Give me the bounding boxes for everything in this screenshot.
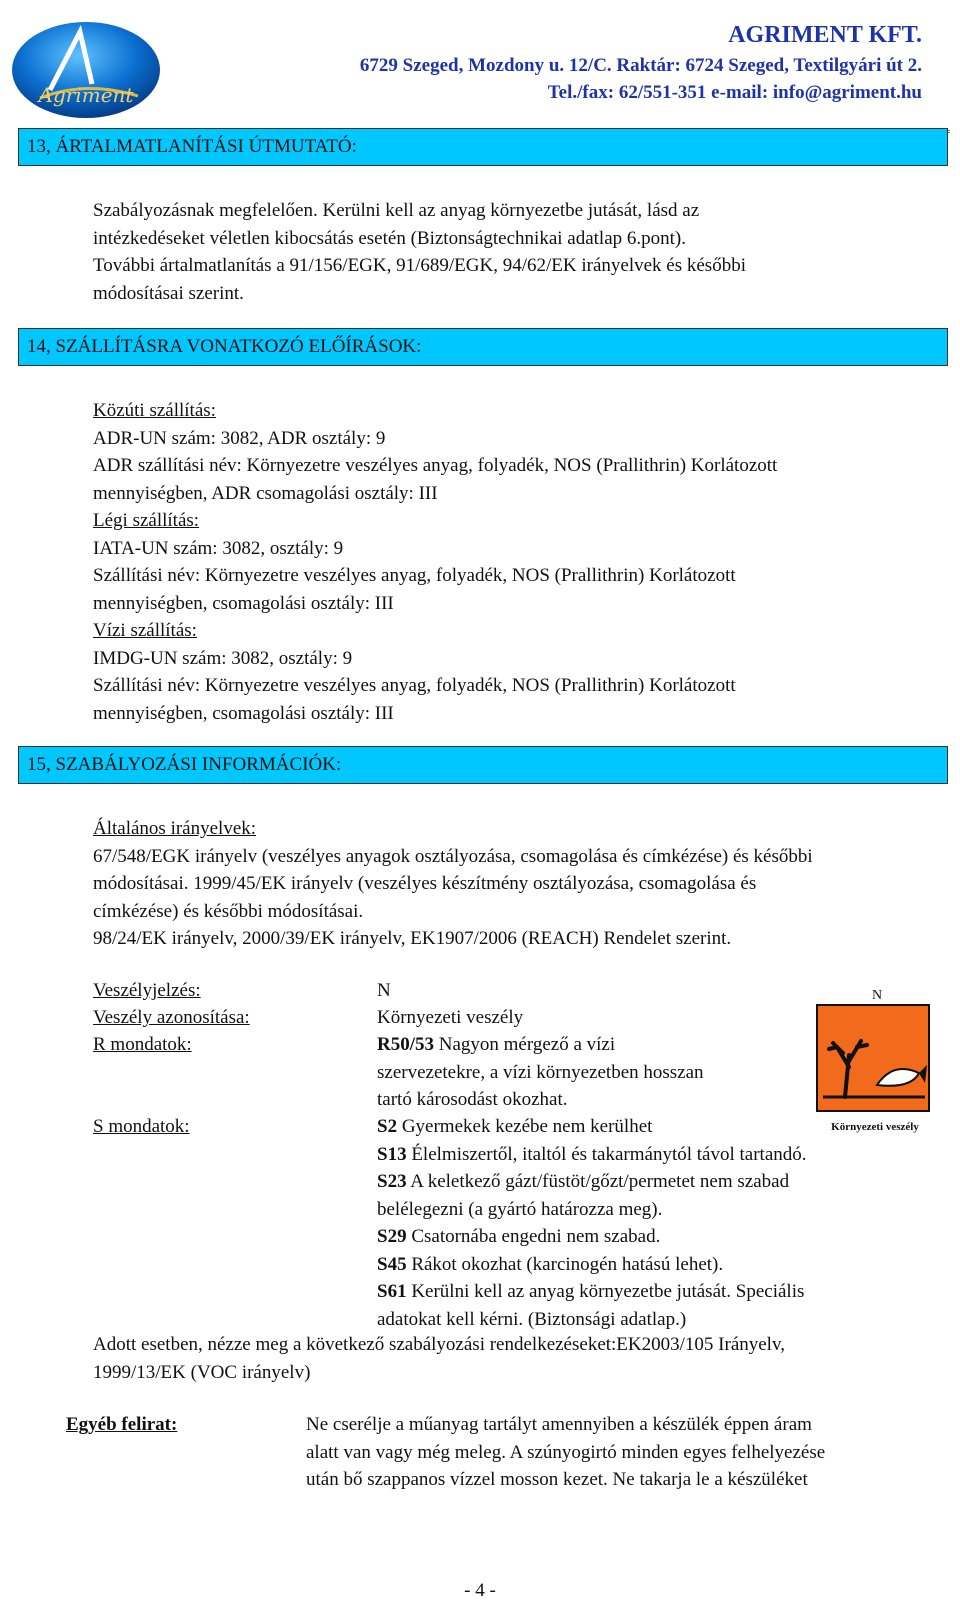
r-phrase-text: Nagyon mérgező a vízi [434, 1034, 616, 1055]
hazard-id-value: Környezeti veszély [377, 1007, 524, 1028]
hazard-symbol-label: Veszélyjelzés: [93, 980, 201, 1001]
road-transport-line: ADR szállítási név: Környezetre veszélyes anyag, folyadék, NOS (Prallithrin) Korlátozott [93, 455, 778, 476]
air-transport-heading: Légi szállítás: [93, 510, 200, 531]
air-transport-line: mennyiségben, csomagolási osztály: III [93, 592, 394, 614]
s-phrases [377, 1113, 807, 1333]
general-directives-line: módosításai. 1999/45/EK irányelv (veszélyes készítmény osztályozása, csomagolása és [93, 873, 757, 894]
pictogram-caption: Környezeti veszély [831, 1121, 919, 1133]
company-contact: Tel./fax: 62/551-351 e-mail: info@agriment.hu [547, 82, 922, 103]
general-directives [93, 815, 933, 953]
air-transport-line: IATA-UN szám: 3082, osztály: 9 [93, 537, 344, 559]
s-phrase-code: S23 [377, 1171, 407, 1192]
hazard-id-label: Veszély azonosítása: [93, 1007, 250, 1028]
s-phrases-label: S mondatok: [93, 1116, 190, 1137]
s-phrase [377, 1113, 807, 1141]
s-phrase-text: Kerülni kell az anyag környezetbe jutását. Speciális [406, 1281, 805, 1302]
s-phrase-text: A keletkező gázt/füstöt/gőzt/permetet nem szabad [406, 1171, 790, 1192]
water-transport-line: IMDG-UN szám: 3082, osztály: 9 [93, 647, 353, 669]
s-phrase [377, 1168, 807, 1196]
water-transport-line: Szállítási név: Környezetre veszélyes anyag, folyadék, NOS (Prallithrin) Korlátozott [93, 675, 736, 696]
r-phrase-text: tartó károsodást okozhat. [377, 1089, 568, 1110]
water-transport-heading: Vízi szállítás: [93, 620, 197, 641]
section-13-line: Szabályozásnak megfelelően. Kerülni kell az anyag környezetbe jutását, lásd az [93, 200, 700, 221]
company-name: AGRIMENT KFT. [728, 22, 922, 48]
road-transport-heading: Közúti szállítás: [93, 400, 216, 421]
road-transport-line: ADR-UN szám: 3082, ADR osztály: 9 [93, 427, 386, 449]
s-phrase-code: S2 [377, 1116, 398, 1137]
other-text-line: alatt van vagy még meleg. A szúnyogirtó minden egyes felhelyezése [306, 1441, 826, 1463]
s-phrase [377, 1306, 807, 1334]
s-phrase [377, 1141, 807, 1169]
section-15-title: 15, SZABÁLYOZÁSI INFORMÁCIÓK: [18, 746, 948, 784]
water-transport-line: mennyiségben, csomagolási osztály: III [93, 702, 394, 724]
s-phrase-text: Rákot okozhat (karcinogén hatású lehet). [406, 1253, 724, 1275]
section-13-title: 13, ÁRTALMATLANÍTÁSI ÚTMUTATÓ: [18, 128, 948, 166]
other-text [306, 1411, 934, 1494]
regulatory-note-line: Adott esetben, nézze meg a következő szabályozási rendelkezéseket:EK2003/105 Irányelv, [93, 1334, 785, 1355]
section-13-line: intézkedéseket véletlen kibocsátás esetén (Biztonságtechnikai adatlap 6.pont). [93, 227, 686, 249]
s-phrase-text: adatokat kell kérni. (Biztonsági adatlap.) [377, 1308, 687, 1330]
general-directives-line: címkézése) és későbbi módosításai. [93, 900, 364, 922]
general-directives-line: 98/24/EK irányelv, 2000/39/EK irányelv, EK1907/2006 (REACH) Rendelet szerint. [93, 928, 732, 949]
section-13-line: További ártalmatlanítás a 91/156/EGK, 91/689/EGK, 94/62/EK irányelvek és későbbi [93, 255, 746, 276]
section-13-body [93, 197, 958, 307]
r-phrases [377, 1031, 704, 1114]
section-14-body [93, 397, 958, 727]
other-text-line: Ne cserélje a műanyag tartályt amennyiben a készülék éppen áram [306, 1414, 812, 1435]
company-address: 6729 Szeged, Mozdony u. 12/C. Raktár: 6724 Szeged, Textilgyári út 2. [359, 55, 922, 76]
general-directives-line: 67/548/EGK irányelv (veszélyes anyagok osztályozása, csomagolása és címkézése) és későbbi [93, 845, 813, 867]
s-phrase-code: S13 [377, 1143, 407, 1165]
s-phrase-code: S45 [377, 1253, 407, 1275]
road-transport-line: mennyiségben, ADR csomagolási osztály: III [93, 482, 438, 504]
environment-hazard-pictogram [815, 985, 938, 1135]
s-phrase [377, 1223, 807, 1251]
general-directives-heading: Általános irányelvek: [93, 818, 257, 839]
s-phrase-text: Csatornába engedni nem szabad. [406, 1226, 661, 1247]
s-phrase [377, 1251, 807, 1279]
r-phrases-label: R mondatok: [93, 1034, 192, 1055]
regulatory-note [93, 1331, 785, 1386]
s-phrase-text: Élelmiszertől, italtól és takarmánytól távol tartandó. [406, 1143, 807, 1165]
page-number: - 4 - [464, 1580, 496, 1601]
s-phrase [377, 1196, 807, 1224]
hazard-symbol-value: N [377, 980, 391, 1001]
s-phrase-code: S61 [377, 1281, 407, 1302]
other-label: Egyéb felirat: [66, 1414, 178, 1435]
s-phrase [377, 1278, 807, 1306]
logo-text: Agriment [38, 83, 134, 107]
s-phrase-text: belélegezni (a gyártó határozza meg). [377, 1198, 663, 1220]
section-14-title: 14, SZÁLLÍTÁSRA VONATKOZÓ ELŐÍRÁSOK: [18, 328, 948, 366]
air-transport-line: Szállítási név: Környezetre veszélyes anyag, folyadék, NOS (Prallithrin) Korlátozott [93, 565, 736, 586]
r-phrase-text: szervezetekre, a vízi környezetben hosszan [377, 1061, 704, 1083]
regulatory-note-line: 1999/13/EK (VOC irányelv) [93, 1361, 311, 1383]
s-phrase-text: Gyermekek kezébe nem kerülhet [397, 1116, 653, 1137]
s-phrase-code: S29 [377, 1226, 407, 1247]
pictogram-letter: N [871, 988, 883, 1003]
other-text-line: után bő szappanos vízzel mosson kezet. Ne takarja le a készüléket [306, 1469, 808, 1490]
r-phrase-code: R50/53 [377, 1034, 434, 1055]
company-logo [10, 20, 162, 120]
section-13-line: módosításai szerint. [93, 282, 244, 304]
